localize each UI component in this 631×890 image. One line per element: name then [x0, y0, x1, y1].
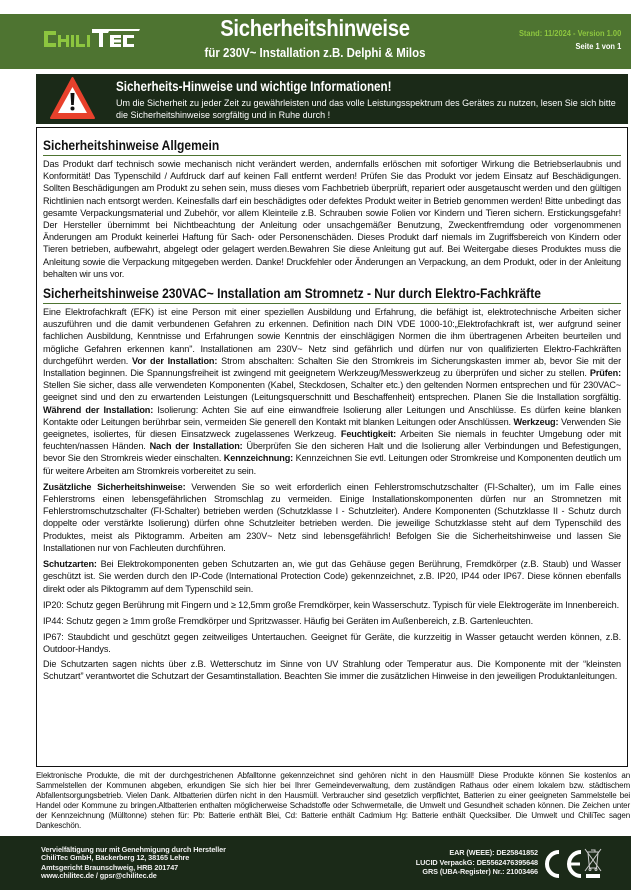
- ip44-text: IP44: Schutz gegen ≥ 1mm große Fremdkörper und Spritzwasser. Häufig bei Geräten im Außenbereich, z.B. Gartenleuchten.: [43, 615, 534, 626]
- tool-text: Verwenden Sie geeignetes, isoliertes, für diesen Einsatzweck zugelassenes Werkzeug.: [43, 416, 621, 440]
- during-installation-label: Während der Installation:: [43, 404, 154, 415]
- ip67-text: IP67: Staubdicht und geschützt gegen zeitweiliges Untertauchen. Geeignet für Geräte, die kurzzeitig in Wasser getaucht werden können, z.B. Outdoor-Handys.: [43, 632, 621, 655]
- chilitec-logo: [42, 25, 142, 53]
- footer-web-email-line: www.chilitec.de / gpsr@chilitec.de: [41, 871, 157, 881]
- ear-weee-number: EAR (WEEE): DE25841852: [449, 848, 538, 857]
- protection-classes-text: Bei Elektrokomponenten geben Schutzarten an, wie gut das Gehäuse gegen Berührung, Fremdkörper (z.B. Staub) und Wasser geschützt ist. Sie werden durch den IP-Code (International Protection Code) gekennzeichnet, z.B. IP20, IP44 oder IP67. Diese können ebenfalls direkt oder als Piktogramm auf dem Typenschild sein.: [43, 559, 621, 594]
- lucid-number: LUCID VerpackG: DE5562476395648: [415, 857, 538, 867]
- marking-label: Kennzeichnung:: [223, 453, 294, 464]
- weee-crossed-bin-icon: [583, 846, 603, 880]
- footer-copyright-line: Vervielfältigung nur mit Genehmigung durch Hersteller: [41, 845, 226, 854]
- check-label: Prüfen:: [589, 368, 621, 379]
- installation-text: [43, 306, 621, 477]
- after-installation-label: Nach der Installation:: [149, 441, 243, 452]
- efk-intro: Eine Elektrofachkraft (EFK) ist eine Person mit einer speziellen Ausbildung und Erfahrung, die befähigt ist, elektrotechnische Arbeiten sicher auszuführen und die damit verbundenen Gefahren zu erkennen. Definition nach DIN VDE 1000-10:„Elektrofachkraft ist, wer aufgrund seiner fachlichen Ausbildung, Kenntnisse und Erfahrungen sowie Kenntnis der einschlägigen Normen die ihm übertragenen Arbeiten beurteilen und mögliche Gefahren erkennen kann". Installationen am 230V~ Netz sind gefährlich und dürfen nur von qualifizierten Elektro-Fachkräften durchgeführt werden.: [43, 307, 621, 366]
- section-heading-installation: Sicherheitshinweise 230VAC~ Installation am Stromnetz - Nur durch Elektro-Fachkräfte: [43, 285, 541, 302]
- heading-divider: [43, 155, 621, 156]
- grs-number: GRS (UBA-Register) Nr.: 21003466: [422, 867, 538, 877]
- after-installation-text: Überprüfen Sie den sicheren Halt und die Isolierung aller Verbindungen und Befestigungen, bevor Sie den Stromkreis wieder einschalten.: [43, 441, 622, 464]
- before-installation-label: Vor der Installation:: [132, 355, 218, 366]
- check-text: Stellen Sie sicher, dass alle verwendeten Komponenten (Kabel, Steckdosen, Schalter etc.) den geltenden Normen entsprechen und für 230VAC~ geeignet sind und den zu erwartenden Leistungen (Leitungsquerschnitt und Beschaffenheit) entsprechen. Planen Sie die Installation sorgfältig.: [43, 380, 621, 403]
- document-meta: [505, 28, 621, 51]
- warning-title: Sicherheits-Hinweise und wichtige Informationen!: [116, 79, 392, 94]
- footer-registration-numbers: [416, 848, 538, 877]
- moisture-label: Feuchtigkeit:: [340, 429, 397, 440]
- ip20-text: IP20: Schutz gegen Berührung mit Fingern und ≥ 12,5mm große Fremdkörper, kein Wasserschutz. Typisch für viele Elektrogeräte im Innenbereich.: [43, 599, 620, 610]
- document-title: Sicherheitshinweise: [220, 15, 410, 41]
- section-heading-general: Sicherheitshinweise Allgemein: [43, 137, 220, 153]
- warning-triangle-icon: [49, 76, 96, 120]
- additional-safety: [43, 481, 621, 554]
- marking-text: Kennzeichnen Sie evtl. Leitungen oder Stromkreise und Komponenten deutlich um für weitere Arbeiten am Stromkreis vorbereitet zu sein.: [43, 453, 621, 476]
- tool-label: Werkzeug:: [513, 416, 559, 427]
- footer-company-info: [41, 846, 226, 881]
- document-subtitle: für 230V~ Installation z.B. Delphi & Milos: [204, 45, 426, 60]
- additional-safety-text: Verwenden Sie so weit erforderlich einen Fehlerstromschutzschalter (FI-Schalter), um im Falle eines Fehlerstroms einen lebensgefährlichen Stromschlag zu vermeiden. Einige Installationskomponenten dürfen nur an Stromnetzen mit Fehlerstromschutzschalter (FI-Schalter) betrieben werden (Schutzklasse I - Schutzleiter). Andere Komponenten (Schutzklasse II - Schutz durch doppelte oder verstärkte Isolierung) dürfen ohne Schutzleiter betrieben werden. Die jeweilige Schutzklasse steht auf dem Typenschild des Produktes, meist als Piktogramm. Arbeiten am 230V~ Netz sind lebensgefährlich! Befolgen Sie die Sicherheitshinweise und lassen Sie Installationen nur von Fachleuten durchführen.: [43, 481, 621, 553]
- moisture-text: Arbeiten Sie niemals in feuchter Umgebung oder mit feuchten/nassen Händen.: [43, 429, 622, 452]
- version-stand: Stand: 11/2024 - Version 1.00: [518, 28, 621, 38]
- during-installation-text: Isolierung: Achten Sie auf eine einwandfreie Isolierung aller Leitungen und Anschlüsse. Es dürfen keine blanken Kontakte oder Leitungen berührbar sein, vermeiden Sie generell den Kontakt mit blanken Leitungen oder Anschlüssen.: [43, 404, 621, 427]
- disposal-notice: Elektronische Produkte, die mit der durchgestrichenen Abfalltonne gekennzeichnet sind gehören nicht in den Hausmüll! Diese Produkte können Sie kostenlos an Sammelstellen der Kommunen abgeben, erkundigen Sie sich hier bei Ihrer Gemeindeverwaltung, dem zuständigen Rathaus oder einem lokalem bzw. städtischem Abfallentsorgungsbetrieb. Vielen Dank. Altbatterien dürfen nicht in den Hausmüll. Verbraucher sind gesetzlich verpflichtet, Batterien zu einer geeigneten Sammelstelle bei Handel oder Kommune zu bringen.Altbatterien enthalten möglicherweise Schadstoffe oder Schwermetalle, die Umwelt und Gesundheit schaden können. Die Zeichen unter der Kennzeichnung (Mülltonne) stehen für: Pb: Batterie enthält Blei, Cd: Batterie enthält Cadmium Hg: Batterie enthält Quecksilber. Die Umwelt und ChiliTec sagen Dankeschön.: [36, 771, 630, 830]
- protection-classes-label: Schutzarten:: [43, 559, 97, 570]
- footer-register-line: Amtsgericht Braunschweig, HRB 201747: [41, 862, 179, 872]
- general-text: Das Produkt darf technisch sowie mechanisch nicht verändert werden, andernfalls erlöschen mit sofortiger Wirkung die Betriebserlaubnis und Konformität! Das Typenschild / Aufdruck darf auf keinen Fall entfernt werden! Prüfen Sie das Produkt vor jedem Einsatz auf Beschädigungen. Sollten Beschädigungen am Produkt zu sehen sein, muss dieses vom Fachbetrieb überprüft, repariert oder ausgetauscht werden und den gültigen Richtlinien nach entsorgt werden. Keinesfalls darf ein beschädigtes oder defektes Produkt weiter in Betrieb genommen werden! Bitte unbedingt das gesamte Verpackungsmaterial und Zubehör, vor allem Kleinteile z.B. Schrauben sowie Folien vor Kindern und Tieren sichern. Erstickungsgefahr! Der Hersteller übernimmt bei Nichtbeachtung der Anleitung oder unsachgemäßer Benutzung, Zweckentfremdung oder vorgenommenen Änderungen am Produkt keinerlei Haftung für Sach- oder Personenschäden. Dieses Produkt darf niemals im Zugriffsbereich von Kindern oder Tieren betrieben, aufbewahrt, abgelegt oder gelagert werden.Bewahren Sie diese Anleitung gut auf. Bei Weitergabe dieses Produktes muss die Anleitung sowie die Verpackung mitgegeben werden. Danke! Druckfehler oder Änderungen an Verpackung, an dem Produkt, oder in der Anleitung behalten wir uns vor.: [43, 159, 621, 279]
- protection-closing-text: Die Schutzarten sagen nichts über z.B. Wetterschutz im Sinne von UV Strahlung oder Temperatur aus. Die Komponente mit der “kleinsten Schutzart” verantwortet die Schutzart der Gesamtinstallation. Beachten Sie immer die zusätzlichen Hinweise in den jeweiligen Produktanleitungen.: [43, 658, 621, 681]
- warning-banner: [36, 74, 628, 124]
- page-number: Seite 1 von 1: [575, 41, 621, 51]
- content-box: [36, 127, 628, 767]
- protection-classes: [43, 558, 621, 595]
- footer-band: [0, 836, 631, 890]
- before-installation-text: Strom abschalten: Schalten Sie den Stromkreis im Sicherungskasten immer ab, bevor Sie mit der Installation beginnen. Die Spannungsfreiheit ist zwingend mit geeignetem Werkzeug/Messwerkzeug zu überprüfen und sicher zu stellen.: [43, 355, 621, 379]
- additional-safety-label: Zusätzliche Sicherheitshinweise:: [43, 481, 186, 492]
- warning-text: Um die Sicherheit zu jeder Zeit zu gewährleisten und das volle Leistungsspektrum des Gerätes zu nutzen, lesen Sie sich bitte die Sicherheitshinweise sorgfältig und in Ruhe durch !: [116, 98, 616, 120]
- header-band: [0, 14, 631, 69]
- footer-address-line: ChiliTec GmbH, Bäckerberg 12, 38165 Lehre: [41, 853, 190, 863]
- heading-divider: [43, 303, 621, 304]
